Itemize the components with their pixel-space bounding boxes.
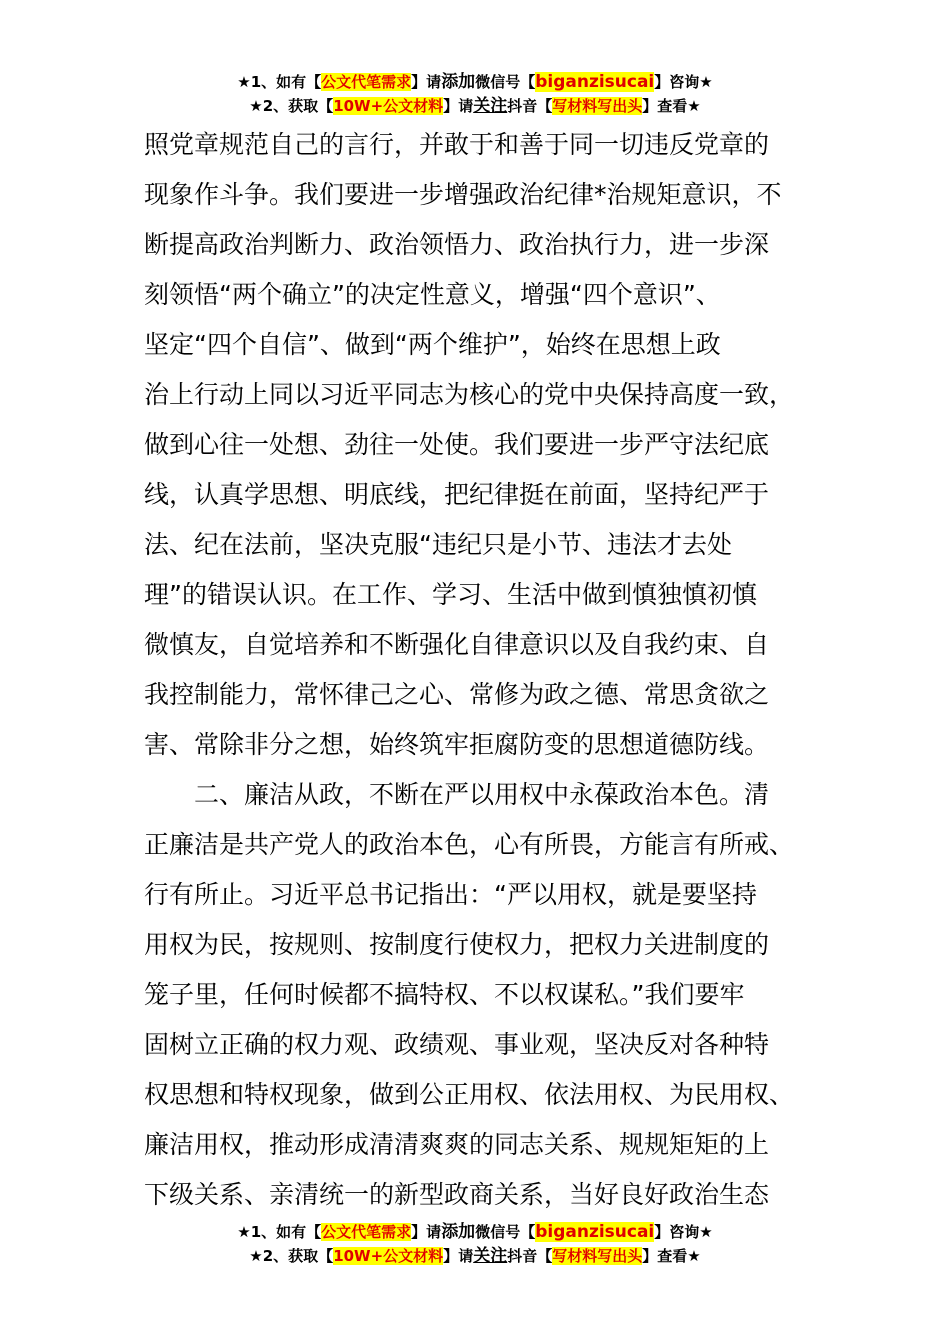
body-line: 做到心往一处想、劲往一处使。我们要进一步严守法纪底 [144,430,770,459]
banner-text: 微信号【 [475,73,536,91]
banner-highlight: 10W+公文材料 [333,97,444,115]
banner-text: 】查看★ [642,1247,701,1265]
banner-text: 】咨询★ [654,73,713,91]
banner-text: 】查看★ [642,97,701,115]
banner-wechat-id: biganzisucai [535,1222,655,1242]
banner-emphasis: 添加 [441,72,476,92]
body-line: 治上行动上同以习近平同志为核心的党中央保持高度一致， [144,380,795,409]
banner-douyin-id: 写材料写出头 [552,1247,643,1265]
banner-line-1 [0,70,950,94]
banner-douyin-id: 写材料写出头 [552,97,643,115]
banner-highlight: 10W+公文材料 [333,1247,444,1265]
banner-emphasis: 关注 [473,96,508,116]
body-line: 我控制能力，常怀律己之心、常修为政之德、常思贪欲之 [144,680,770,709]
body-line: 照党章规范自己的言行，并敢于和善于同一切违反党章的 [144,130,770,159]
banner-highlight: 公文代笔需求 [321,1223,412,1241]
body-line: 正廉洁是共产党人的政治本色，心有所畏，方能言有所戒、 [144,830,795,859]
banner-line-2 [0,94,950,118]
body-line: 权思想和特权现象，做到公正用权、依法用权、为民用权、 [144,1080,795,1109]
banner-wechat-id: biganzisucai [535,72,655,92]
banner-text: 】请 [411,1223,442,1241]
banner-line-1 [0,1220,950,1244]
document-body [144,120,808,1220]
banner-text: 抖音【 [507,97,553,115]
banner-text: ★1、如有【 [237,1223,322,1241]
banner-highlight: 公文代笔需求 [321,73,412,91]
banner-text: 】请 [443,97,474,115]
body-line: 法、纪在法前，坚决克服“违纪只是小节、违法才去处 [144,530,732,559]
body-line: 用权为民，按规则、按制度行使权力，把权力关进制度的 [144,930,770,959]
banner-emphasis: 关注 [473,1246,508,1266]
banner-line-2 [0,1244,950,1268]
body-line: 断提高政治判断力、政治领悟力、政治执行力，进一步深 [144,230,770,259]
body-line: 理”的错误认识。在工作、学习、生活中做到慎独慎初慎 [144,580,757,609]
body-line: 固树立正确的权力观、政绩观、事业观，坚决反对各种特 [144,1030,770,1059]
banner-text: 】请 [411,73,442,91]
body-line: 行有所止。习近平总书记指出：“严以用权，就是要坚持 [144,880,757,909]
body-line: 廉洁用权，推动形成清清爽爽的同志关系、规规矩矩的上 [144,1130,770,1159]
banner-text: 微信号【 [475,1223,536,1241]
body-line: 害、常除非分之想，始终筑牢拒腐防变的思想道德防线。 [144,730,770,759]
banner-text: 】咨询★ [654,1223,713,1241]
banner-text: 抖音【 [507,1247,553,1265]
footer-banner [0,1220,950,1268]
body-line: 线，认真学思想、明底线，把纪律挺在前面，坚持纪严于 [144,480,770,509]
body-line: 笼子里，任何时候都不搞特权、不以权谋私。”我们要牢 [144,980,745,1009]
header-banner [0,70,950,118]
section-heading-line: 二、廉洁从政，不断在严以用权中永葆政治本色。清 [194,780,770,809]
banner-text: ★2、获取【 [249,1247,334,1265]
banner-emphasis: 添加 [441,1222,476,1242]
body-line: 坚定“四个自信”、做到“两个维护”，始终在思想上政 [144,330,721,359]
banner-text: ★2、获取【 [249,97,334,115]
banner-text: 】请 [443,1247,474,1265]
banner-text: ★1、如有【 [237,73,322,91]
body-line: 下级关系、亲清统一的新型政商关系，当好良好政治生态 [144,1180,770,1209]
body-line: 现象作斗争。我们要进一步增强政治纪律*治规矩意识，不 [144,180,782,209]
body-line: 微慎友，自觉培养和不断强化自律意识以及自我约束、自 [144,630,770,659]
body-line: 刻领悟“两个确立”的决定性意义，增强“四个意识”、 [144,280,721,309]
